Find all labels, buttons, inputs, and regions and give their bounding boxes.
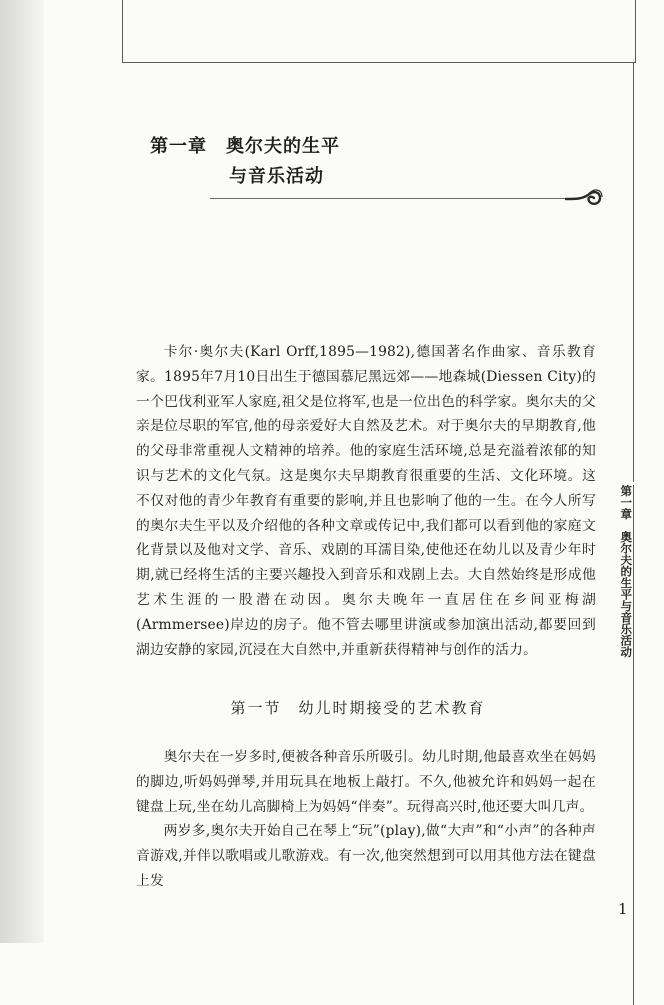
- header-frame: [122, 0, 636, 63]
- chapter-title-line1: 第一章 奥尔夫的生平: [150, 136, 340, 157]
- chapter-title: [150, 132, 410, 192]
- section-paragraph-2: 两岁多,奥尔夫开始自己在琴上“玩”(play),做“大声”和“小声”的各种声音游戏,并伴以歌唱或儿歌游戏。有一次,他突然想到可以用其他方法在键盘上发: [136, 823, 596, 889]
- section-paragraph-1: 奥尔夫在一岁多时,便被各种音乐所吸引。幼儿时期,他最喜欢坐在妈妈的脚边,听妈妈弹琴,并用玩具在地板上敲打。不久,他被允许和妈妈一起在键盘上玩,坐在幼儿高脚椅上为妈妈“伴奏”。玩得高兴时,他还要大叫几声。: [136, 749, 596, 815]
- section-text: [136, 745, 596, 894]
- binding-gutter: [0, 0, 44, 943]
- chapter-side-tab: [619, 485, 649, 658]
- side-tab-label: 第一章 奥尔夫的生平与音乐活动: [619, 485, 634, 658]
- page-number: 1: [618, 900, 628, 918]
- intro-text: [136, 340, 596, 662]
- side-tab-rule: [633, 485, 634, 1005]
- chapter-title-line2: 与音乐活动: [229, 166, 324, 187]
- frame-right-rule: [633, 62, 634, 482]
- intro-paragraph: 卡尔·奥尔夫(Karl Orff,1895—1982),德国著名作曲家、音乐教育家。1895年7月10日出生于德国慕尼黑远郊——地森城(Diessen City)的一个巴伐利亚军人家庭,祖父是位将军,也是一位出色的科学家。奥尔夫的父亲是位尽职的军官,他的母亲爱好大自然及艺术。对于奥尔夫的早期教育,他的父母非常重视人文精神的培养。他的家庭生活环境,总是充溢着浓郁的知识与艺术的文化气氛。这是奥尔夫早期教育很重要的生活、文化环境。这不仅对他的青少年教育有重要的影响,并且也影响了他的一生。在今人所写的奥尔夫生平以及介绍他的各种文章或传记中,我们都可以看到他的家庭文化背景以及他对文学、音乐、戏剧的耳濡目染,使他还在幼儿以及青少年时期,就已经将生活的主要兴趣投入到音乐和戏剧上去。大自然始终是形成他艺术生涯的一股潜在动因。奥尔夫晚年一直居住在乡间亚梅湖(Armmersee)岸边的房子。他不管去哪里讲演或参加演出活动,都要回到湖边安静的家园,沉浸在大自然中,并重新获得精神与创作的活力。: [136, 344, 596, 658]
- chapter-rule: [210, 198, 582, 199]
- swirl-ornament-icon: [564, 180, 604, 210]
- section-title: 第一节 幼儿时期接受的艺术教育: [230, 699, 486, 717]
